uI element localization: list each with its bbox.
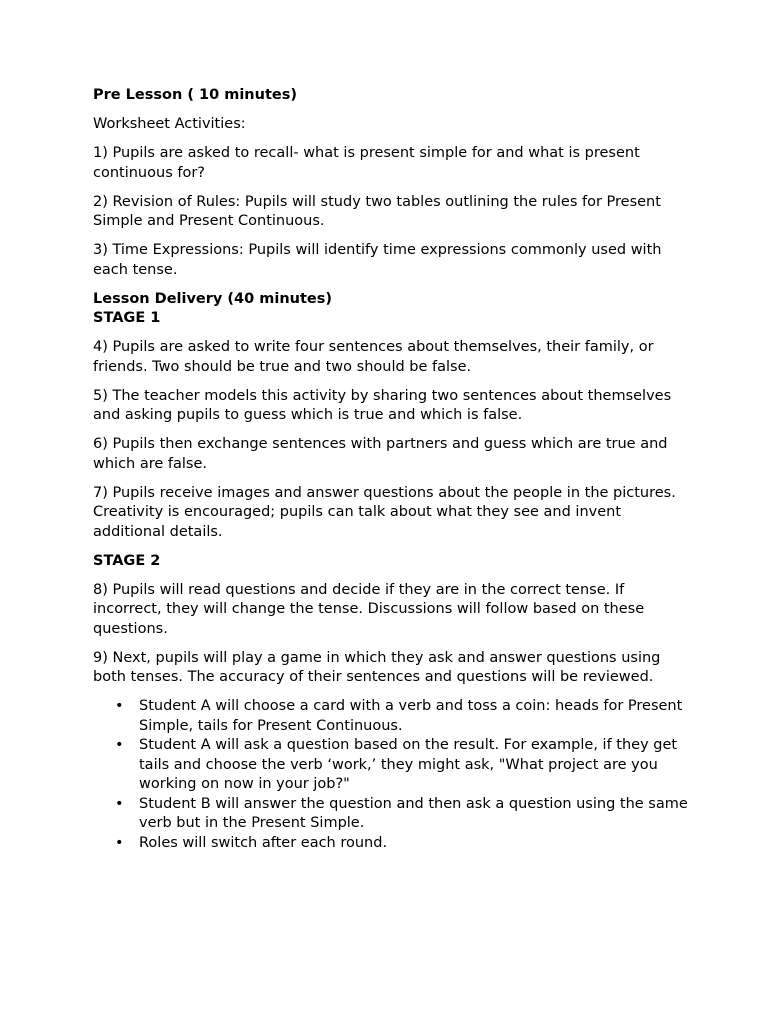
paragraph-item-5: 5) The teacher models this activity by sharing two sentences about themselves and asking pupils to guess which is true and which is false. [93,387,672,423]
paragraph-item-7: 7) Pupils receive images and answer questions about the people in the pictures. Creativity is encouraged; pupils can talk about what they see and invent additional details. [93,484,676,540]
bullet-icon: • [115,698,124,714]
paragraph-item-2: 2) Revision of Rules: Pupils will study two tables outlining the rules for Present Simple and Present Continuous. [93,193,661,229]
paragraph-item-6: 6) Pupils then exchange sentences with partners and guess which are true and which are false. [93,436,668,472]
worksheet-label: Worksheet Activities: [93,116,246,132]
paragraph-item-8: 8) Pupils will read questions and decide if they are in the correct tense. If incorrect, they will change the tense. Discussions will follow based on these questions. [93,581,645,637]
stage-1-heading: STAGE 1 [93,310,161,326]
list-item [115,736,693,795]
list-item [115,834,693,854]
pre-lesson-heading: Pre Lesson ( 10 minutes) [93,87,297,103]
list-item [115,795,693,834]
list-item-text: Student B will answer the question and then ask a question using the same verb but in the Present Simple. [139,795,688,831]
list-item-text: Student A will choose a card with a verb and toss a coin: heads for Present Simple, tails for Present Continuous. [139,698,683,734]
paragraph-item-4: 4) Pupils are asked to write four sentences about themselves, their family, or friends. Two should be true and two should be false. [93,339,654,375]
list-item-text: Roles will switch after each round. [139,834,388,851]
stage-2-heading: STAGE 2 [93,552,161,569]
paragraph-item-3: 3) Time Expressions: Pupils will identify time expressions commonly used with each tense. [93,242,662,278]
game-steps-list [93,697,693,853]
bullet-icon: • [115,795,124,812]
lesson-delivery-heading: Lesson Delivery (40 minutes) [93,290,333,307]
list-item [115,697,693,736]
list-item-text: Student A will ask a question based on the result. For example, if they get tails and choose the verb ‘work,’ they might ask, "What project are you working on now in your job?" [139,737,678,792]
paragraph-item-9: 9) Next, pupils will play a game in which they ask and answer questions using both tenses. The accuracy of their sentences and questions will be reviewed. [93,649,661,685]
paragraph-item-1: 1) Pupils are asked to recall- what is present simple for and what is present continuous for? [93,145,640,181]
bullet-icon: • [115,737,124,753]
bullet-icon: • [115,834,124,851]
document-body [93,86,693,853]
